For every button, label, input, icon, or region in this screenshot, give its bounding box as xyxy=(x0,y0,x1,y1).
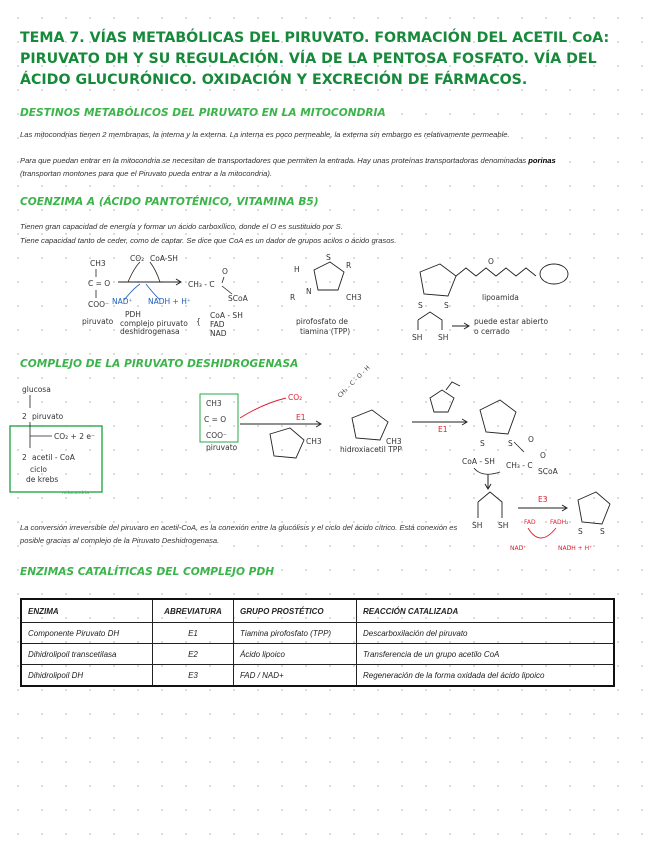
svg-text:NAD: NAD xyxy=(210,329,227,338)
reaction-arrows xyxy=(112,254,191,306)
svg-text:CH₃ - C: CH₃ - C xyxy=(506,461,533,470)
svg-text:NADH + H⁺: NADH + H⁺ xyxy=(148,297,191,306)
svg-text:CO₂: CO₂ xyxy=(130,254,145,263)
svg-text:CH3: CH3 xyxy=(90,259,106,268)
svg-text:FADH₂: FADH₂ xyxy=(550,519,569,526)
paragraph-coenzima-1: Tienen gran capacidad de energía y formar un ácido carboxílico, donde el O es sustituido por S. xyxy=(20,222,343,231)
table-row xyxy=(21,665,614,687)
svg-text:CO₂ + 2 e⁻: CO₂ + 2 e⁻ xyxy=(54,432,95,441)
glycolysis-sketch xyxy=(10,385,102,496)
svg-text:piruvato: piruvato xyxy=(206,443,238,452)
svg-text:o cerrado: o cerrado xyxy=(474,327,510,336)
column-header-abreviatura: ABREVIATURA xyxy=(153,599,234,623)
svg-text:C = O: C = O xyxy=(204,415,227,424)
section-heading-coenzima: COENZIMA A (ÁCIDO PANTOTÉNICO, VITAMINA B5) xyxy=(20,196,319,208)
paragraph-coenzima-2: Tiene capacidad tanto de ceder, como de captar. Se dice que CoA es un dador de grupos acilos o ácido grasos. xyxy=(20,236,397,245)
svg-text:COO⁻: COO⁻ xyxy=(206,431,228,440)
svg-text:SH: SH xyxy=(412,333,423,342)
svg-text:FAD: FAD xyxy=(524,519,536,526)
svg-text:SH: SH xyxy=(438,333,449,342)
svg-text:S: S xyxy=(480,439,485,448)
svg-text:NADH + H⁺: NADH + H⁺ xyxy=(558,545,593,552)
cell-reaccion: Transferencia de un grupo acetilo CoA xyxy=(357,644,615,665)
pyruvate-structure xyxy=(82,259,114,326)
svg-text:complejo piruvato: complejo piruvato xyxy=(120,319,188,328)
acetyl-coa-structure xyxy=(188,267,249,303)
svg-text:S: S xyxy=(444,301,449,310)
hydroxyethyl-tpp xyxy=(336,364,402,454)
cell-enzima: Componente Piruvato DH xyxy=(21,623,153,644)
coenzima-a-diagram xyxy=(0,250,656,350)
cell-reaccion: Regeneración de la forma oxidada del ácido lipoico xyxy=(357,665,615,687)
cell-abreviatura: E1 xyxy=(153,623,234,644)
section-heading-enzimas: ENZIMAS CATALÍTICAS DEL COMPLEJO PDH xyxy=(20,566,275,578)
svg-text:C = O: C = O xyxy=(88,279,111,288)
porinas-text-start: Para que puedan entrar en la mitocondria se necesitan de transportadores que permiten la entrada. Hay unas proteínas transportadoras denominadas xyxy=(20,156,529,165)
porinas-term: porinas xyxy=(528,156,556,165)
svg-text:O: O xyxy=(528,435,534,444)
svg-text:2: 2 xyxy=(22,412,27,421)
svg-text:CH3: CH3 xyxy=(306,437,322,446)
svg-text:2: 2 xyxy=(22,453,27,462)
svg-text:S: S xyxy=(578,527,583,536)
cell-enzima: Dihidrolipoil DH xyxy=(21,665,153,687)
svg-text:NAD⁺: NAD⁺ xyxy=(510,545,527,552)
pdh-label xyxy=(120,310,243,338)
tpp-structure xyxy=(290,253,362,336)
lipoamide-step xyxy=(412,382,534,452)
page-title: TEMA 7. VÍAS METABÓLICAS DEL PIRUVATO. FORMACIÓN DEL ACETIL CoA: PIRUVATO DH Y SU REGULACIÓN. VÍA DE LA PENTOSA FOSFATO. VÍA DEL ÁCIDO GLUCURÓNICO. OXIDACIÓN Y EXCRECIÓN DE FÁRMACOS. xyxy=(20,30,610,88)
svg-text:CO₂: CO₂ xyxy=(288,393,303,402)
svg-text:CoA - SH: CoA - SH xyxy=(210,311,243,320)
column-header-enzima: ENZIMA xyxy=(21,599,153,623)
svg-text:SCoA: SCoA xyxy=(538,467,558,476)
svg-text:lipoamida: lipoamida xyxy=(482,293,519,302)
section-heading-complejo: COMPLEJO DE LA PIRUVATO DESHIDROGENASA xyxy=(20,358,299,370)
pyruvate-box xyxy=(200,394,238,452)
tpp-ring-left xyxy=(270,428,322,458)
svg-text:S: S xyxy=(508,439,513,448)
svg-text:CoA-SH: CoA-SH xyxy=(150,254,178,263)
svg-text:E1: E1 xyxy=(296,413,306,422)
cell-grupo: Tiamina pirofosfato (TPP) xyxy=(234,623,357,644)
column-header-grupo: GRUPO PROSTÉTICO xyxy=(234,599,357,623)
svg-text:tiamina (TPP): tiamina (TPP) xyxy=(300,327,351,336)
cell-reaccion: Descarboxilación del piruvato xyxy=(357,623,615,644)
cell-abreviatura: E2 xyxy=(153,644,234,665)
svg-text:O: O xyxy=(540,451,546,460)
svg-text:piruvato: piruvato xyxy=(82,317,114,326)
svg-text:acetil - CoA: acetil - CoA xyxy=(32,453,75,462)
table-row xyxy=(21,644,614,665)
svg-text:O: O xyxy=(488,257,494,266)
paragraph-membranas: Las mitocondrias tienen 2 membranas, la interna y la externa. La interna es poco permeable, la externa sin embargo es relativamente permeable. xyxy=(20,130,510,139)
svg-text:E3: E3 xyxy=(538,495,548,504)
svg-text:S: S xyxy=(418,301,423,310)
decarboxylation-arrow xyxy=(240,393,321,427)
cell-grupo: Ácido lipoico xyxy=(234,644,357,665)
svg-text:N: N xyxy=(306,287,312,296)
porinas-text-end: (transportan montones para que el Piruvato pueda entrar a la mitocondria). xyxy=(20,169,273,178)
svg-text:S: S xyxy=(326,253,331,262)
lipoamide-structure xyxy=(412,257,568,342)
acetyl-transfer xyxy=(462,451,559,489)
svg-text:H: H xyxy=(294,265,300,274)
cell-grupo: FAD / NAD+ xyxy=(234,665,357,687)
column-header-reaccion: REACCIÓN CATALIZADA xyxy=(357,599,615,623)
svg-text:COO⁻: COO⁻ xyxy=(88,300,110,309)
svg-text:R: R xyxy=(290,293,296,302)
svg-text:ciclo: ciclo xyxy=(30,465,48,474)
svg-text:pirofosfato de: pirofosfato de xyxy=(296,317,349,326)
svg-text:O: O xyxy=(222,267,228,276)
svg-text:mitocondria: mitocondria xyxy=(62,491,89,496)
svg-text:PDH: PDH xyxy=(125,310,141,319)
svg-text:de krebs: de krebs xyxy=(26,475,59,484)
svg-text:SCoA: SCoA xyxy=(228,294,248,303)
svg-text:CH3: CH3 xyxy=(386,437,402,446)
svg-text:R: R xyxy=(346,261,352,270)
svg-text:CH₃ - C: CH₃ - C xyxy=(188,280,215,289)
cell-enzima: Dihidrolipoil transcetilasa xyxy=(21,644,153,665)
paragraph-conversion: La conversión irreversible del piruvaro en acetil-CoA, es la conexión entre la glucólisis y el ciclo del ácido cítrico. Está conexión es posible gracias al complejo de la Piruvato Deshidrogenasa. xyxy=(20,523,458,545)
svg-text:CoA - SH: CoA - SH xyxy=(462,457,495,466)
svg-text:S: S xyxy=(600,527,605,536)
svg-text:piruvato: piruvato xyxy=(32,412,64,421)
svg-text:NAD⁺: NAD⁺ xyxy=(112,297,133,306)
svg-text:SH: SH xyxy=(472,521,483,530)
table-row xyxy=(21,623,614,644)
svg-text:hidroxiacetil TPP: hidroxiacetil TPP xyxy=(340,445,402,454)
paragraph-porinas xyxy=(20,154,580,180)
section-heading-destinos: DESTINOS METABÓLICOS DEL PIRUVATO EN LA MITOCONDRIA xyxy=(20,107,386,119)
svg-text:CH₃ - C - O - H: CH₃ - C - O - H xyxy=(336,364,372,400)
svg-text:SH: SH xyxy=(498,521,509,530)
svg-text:deshidrogenasa: deshidrogenasa xyxy=(120,327,180,336)
cell-abreviatura: E3 xyxy=(153,665,234,687)
svg-text:FAD: FAD xyxy=(210,320,225,329)
enzymes-table xyxy=(20,598,615,687)
svg-text:CH3: CH3 xyxy=(206,399,222,408)
table-header-row xyxy=(21,599,614,623)
svg-text:glucosa: glucosa xyxy=(22,385,51,394)
svg-text:{: { xyxy=(196,317,201,326)
regeneration-step xyxy=(472,492,610,552)
svg-text:puede estar abierto: puede estar abierto xyxy=(474,317,549,326)
svg-text:CH3: CH3 xyxy=(346,293,362,302)
svg-text:E1: E1 xyxy=(438,425,448,434)
